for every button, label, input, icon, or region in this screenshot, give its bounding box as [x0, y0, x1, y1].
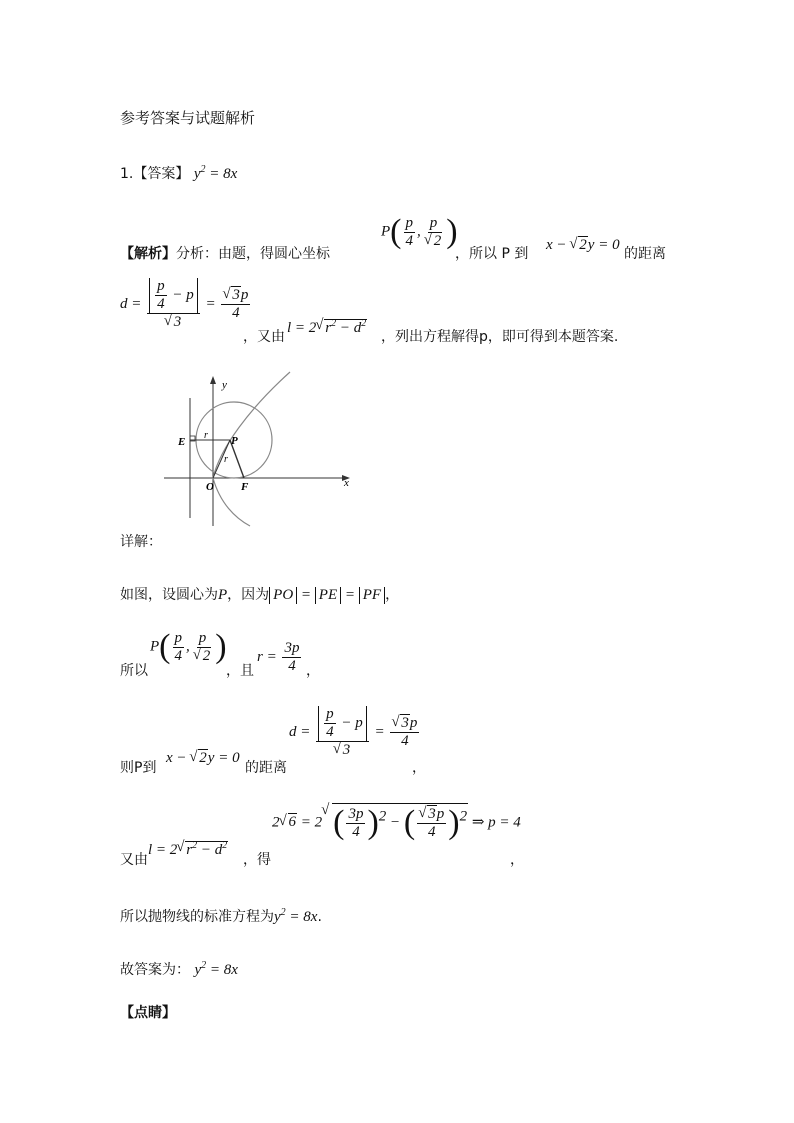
line-b-text-2: ，且: [226, 663, 254, 679]
analysis-mid-text: ，所以 P 到: [455, 246, 529, 262]
line-c-text-1: 则P到: [120, 760, 157, 776]
line-d-text-2: ，得: [243, 852, 271, 868]
label-x: x: [344, 477, 349, 489]
line-c-equation: x − √ 2y = 0: [166, 750, 240, 767]
analysis-line-2-cont: [243, 326, 285, 346]
line-a-text-3: ，: [385, 587, 400, 603]
equal-distances-formula: PO = PE = PF: [269, 587, 385, 603]
center-point-formula: P( $\frac{p}{4}$ , p √ 2 ): [150, 628, 227, 666]
label-P: P: [231, 435, 238, 447]
line-e-text-2: .: [317, 909, 322, 925]
analysis-line2b-text: ，列出方程解得p，即可得到本题答案.: [381, 329, 619, 345]
label-E: E: [178, 436, 186, 448]
answer-line: [120, 163, 237, 183]
solve-equation: 2√ 6 = 2√ ( $\frac{3p}{4}$ )$^2$ − ( √ $\frac{3p}{4}$ )$^2$ ⇒ p = 4: [272, 803, 521, 842]
line-e-text-1: 所以抛物线的标准方程为: [120, 909, 274, 925]
line-a-text-2: ，因为: [227, 587, 270, 603]
detail-line-a: [120, 584, 399, 604]
detail-line-e: [120, 906, 322, 926]
label-y: y: [222, 379, 227, 391]
label-r-slant: r: [224, 454, 228, 465]
analysis-line-1-cont: [455, 243, 528, 263]
page-heading: 参考答案与试题解析: [120, 109, 256, 127]
analysis-line-1: [120, 243, 330, 263]
line-b-text-3: ，: [306, 663, 320, 679]
label-r-horizontal: r: [204, 430, 208, 441]
parabola-circle-figure: [160, 368, 360, 528]
distance-formula-detail: d = $\frac{p}{4}$ − p √ 3 = √ $\frac{3p}{4}$: [289, 706, 421, 759]
detail-label: 详解：: [120, 534, 162, 550]
line-a-text-1: 如图，设圆心为: [120, 587, 218, 603]
line-b-text-1: 所以: [120, 663, 148, 679]
line-c-text-2: 的距离: [245, 760, 287, 776]
center-coordinate-formula: P( $\frac{p}{4}$ , p √ 2 ): [381, 213, 458, 251]
line-e-equation: $y^2 = 8x$: [274, 907, 318, 925]
line-f-text-1: 故答案为：: [120, 962, 190, 978]
label-F: F: [241, 481, 249, 493]
line-equation: x − √ 2y = 0: [546, 237, 620, 254]
analysis-tail-text: 的距离: [624, 246, 666, 262]
analysis-line2a-text: ，又由: [243, 329, 285, 345]
answer-equation: $y^2 = 8x$: [193, 164, 238, 182]
radius-formula: r = $\frac{3p}{4}$: [257, 640, 300, 674]
question-number-label: 1.【答案】: [120, 166, 190, 182]
line-d-text-3: ，: [510, 852, 524, 868]
line-a-P: P: [218, 587, 228, 603]
line-f-equation: $y^2 = 8x$: [194, 960, 238, 978]
detail-line-f: [120, 959, 238, 979]
label-O: O: [206, 481, 214, 493]
line-d-text-1: 又由: [120, 852, 148, 868]
line-c-text-3: ，: [412, 760, 426, 776]
analysis-tag: 【解析】: [120, 246, 176, 262]
chord-formula: l = 2√ $r^2 - d^2$: [287, 318, 367, 337]
note-tag: 【点睛】: [120, 1005, 176, 1021]
y-axis-arrow-icon: [210, 376, 216, 384]
parabola-curve: [213, 372, 290, 526]
distance-formula: d = $\frac{p}{4}$ − p √ 3 = √ $\frac{3p}{4}$: [120, 278, 252, 331]
analysis-lead-text: 分析：由题，得圆心坐标: [176, 246, 330, 262]
chord-formula-detail: l = 2√ $r^2 - d^2$: [148, 840, 228, 859]
